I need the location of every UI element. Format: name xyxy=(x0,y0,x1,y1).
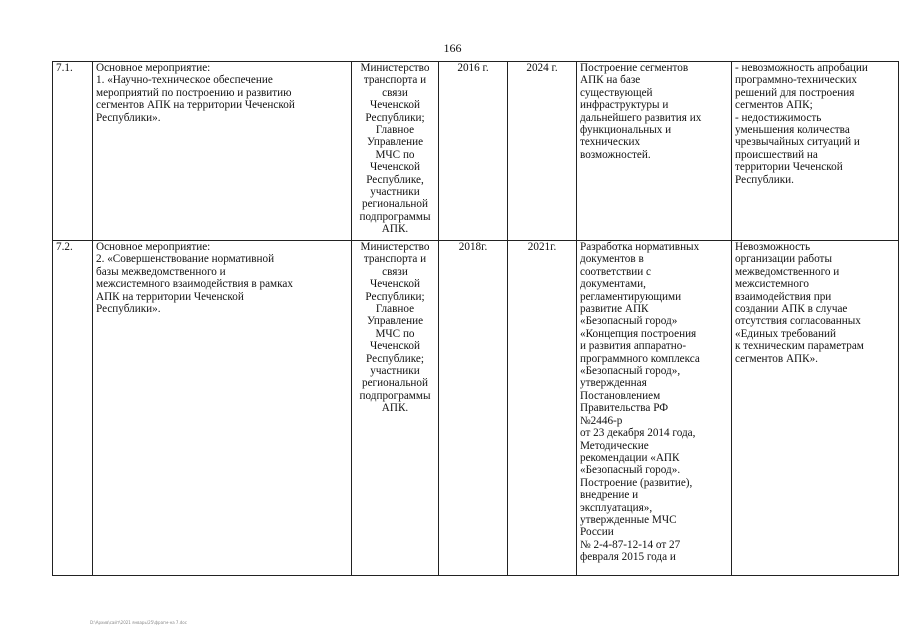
result-cell xyxy=(577,241,732,576)
risk-line: - недостижимость xyxy=(735,111,822,124)
result-line: Правительства РФ xyxy=(580,402,669,415)
event-line: Основное мероприятие: xyxy=(96,62,211,74)
event-line: Основное мероприятие: xyxy=(96,241,211,253)
result-line: инфраструктуры и xyxy=(580,99,669,112)
responsible-line: МЧС по xyxy=(375,327,415,340)
responsible-cell xyxy=(352,241,439,576)
result-line: «Безопасный город», xyxy=(580,365,681,378)
event-line: Республики». xyxy=(96,303,161,316)
responsible-line: Чеченской xyxy=(370,99,420,112)
event-line: базы межведомственного и xyxy=(96,265,226,278)
responsible-line: подпрограммы xyxy=(359,389,431,402)
result-line: программного комплекса xyxy=(580,352,700,365)
event-line: межсистемного взаимодействия в рамках xyxy=(96,278,293,291)
risk-line: чрезвычайных ситуаций и xyxy=(735,136,860,149)
responsible-line: Чеченской xyxy=(370,278,420,291)
responsible-line: Чеченской xyxy=(370,340,420,353)
risk-cell xyxy=(732,62,899,241)
risk-line: Невозможность xyxy=(735,241,811,253)
risk-line: сегментов АПК». xyxy=(735,352,818,365)
responsible-line: Главное xyxy=(375,124,415,137)
responsible-line: Чеченской xyxy=(370,161,420,174)
risk-line: к техническим параметрам xyxy=(735,340,864,353)
result-line: «Концепция построения xyxy=(580,327,697,340)
result-line: функциональных и xyxy=(580,124,672,137)
result-line: №2446-р xyxy=(580,414,623,427)
risk-line: взаимодействия при xyxy=(735,290,832,303)
result-line: Построение (развитие), xyxy=(580,476,693,489)
risk-line: межведомственного и xyxy=(735,265,840,278)
end-year: 2024 г. xyxy=(508,62,577,241)
responsible-cell xyxy=(352,62,439,241)
responsible-line: Главное xyxy=(375,303,415,316)
result-cell xyxy=(577,62,732,241)
event-line: Республики». xyxy=(96,111,161,124)
file-path-footer: D:\Архив\сайт\2021 январь\25\фрагм-на 7.doc xyxy=(90,620,187,625)
table-row xyxy=(53,62,899,241)
row-number: 7.1. xyxy=(53,62,93,241)
risk-line: сегментов АПК; xyxy=(735,99,813,112)
row-number: 7.2. xyxy=(53,241,93,576)
result-line: Построение сегментов xyxy=(580,62,689,74)
responsible-line: транспорта и xyxy=(363,253,427,266)
result-line: рекомендации «АПК xyxy=(580,451,680,464)
responsible-line: транспорта и xyxy=(363,74,427,87)
result-line: регламентирующими xyxy=(580,290,682,303)
risk-line: организации работы xyxy=(735,253,832,266)
result-line: эксплуатация», xyxy=(580,501,653,514)
event-cell xyxy=(93,241,352,576)
responsible-line: связи xyxy=(382,86,408,99)
responsible-line: Министерство xyxy=(360,62,430,74)
page-number: 166 xyxy=(443,41,462,55)
result-line: внедрение и xyxy=(580,489,639,502)
responsible-line: региональной xyxy=(361,377,429,390)
result-line: Разработка нормативных xyxy=(580,241,700,253)
result-line: документами, xyxy=(580,278,646,291)
risk-line: межсистемного xyxy=(735,278,809,291)
result-line: возможностей. xyxy=(580,148,651,161)
result-line: АПК на базе xyxy=(580,74,641,87)
event-line: мероприятий по построению и развитию xyxy=(96,86,292,99)
result-line: существующей xyxy=(580,86,653,99)
event-line: АПК на территории Чеченской xyxy=(96,290,244,303)
responsible-line: АПК. xyxy=(381,402,409,415)
result-line: утвержденные МЧС xyxy=(580,513,677,526)
responsible-line: участники xyxy=(370,186,420,199)
result-line: документов в xyxy=(580,253,644,266)
table-row xyxy=(53,241,899,576)
event-line: сегментов АПК на территории Чеченской xyxy=(96,99,295,112)
risk-cell xyxy=(732,241,899,576)
responsible-line: Республике; xyxy=(366,352,424,365)
result-line: «Безопасный город». xyxy=(580,464,681,477)
result-line: от 23 декабря 2014 года, xyxy=(580,427,696,440)
responsible-line: связи xyxy=(382,265,408,278)
result-line: технических xyxy=(580,136,641,149)
responsible-line: Министерство xyxy=(360,241,430,253)
risk-line: программно-технических xyxy=(735,74,857,87)
responsible-line: региональной xyxy=(361,198,429,211)
result-line: развитие АПК xyxy=(580,303,649,316)
responsible-line: АПК. xyxy=(381,223,409,236)
risk-line: происшествий на xyxy=(735,148,818,161)
event-cell xyxy=(93,62,352,241)
result-line: утвержденная xyxy=(580,377,647,390)
risk-line: «Единых требований xyxy=(735,327,836,340)
responsible-line: Управление xyxy=(366,136,424,149)
risk-line: Республики. xyxy=(735,173,794,186)
responsible-line: МЧС по xyxy=(375,148,415,161)
result-line: «Безопасный город» xyxy=(580,315,678,328)
risk-line: решений для построения xyxy=(735,86,855,99)
start-year: 2018г. xyxy=(439,241,508,576)
risk-line: - невозможность апробации xyxy=(735,62,868,74)
program-table xyxy=(52,61,899,576)
risk-line: уменьшения количества xyxy=(735,124,850,137)
responsible-line: участники xyxy=(370,365,420,378)
result-line: и развития аппаратно- xyxy=(580,340,687,353)
responsible-line: Республики; xyxy=(365,111,425,124)
result-line: Постановлением xyxy=(580,389,661,402)
result-line: России xyxy=(580,526,614,539)
result-line: Методические xyxy=(580,439,649,452)
result-line: дальнейшего развития их xyxy=(580,111,702,124)
result-line: февраля 2015 года и xyxy=(580,551,676,564)
event-line: 2. «Совершенствование нормативной xyxy=(96,253,275,266)
result-line: соответствии с xyxy=(580,265,651,278)
start-year: 2016 г. xyxy=(439,62,508,241)
result-line: № 2-4-87-12-14 от 27 xyxy=(580,538,681,551)
responsible-line: Республике, xyxy=(366,173,424,186)
end-year: 2021г. xyxy=(508,241,577,576)
risk-line: создании АПК в случае xyxy=(735,303,848,316)
responsible-line: Управление xyxy=(366,315,424,328)
responsible-line: подпрограммы xyxy=(359,210,431,223)
event-line: 1. «Научно-техническое обеспечение xyxy=(96,74,273,87)
risk-line: отсутствия согласованных xyxy=(735,315,861,328)
responsible-line: Республики; xyxy=(365,290,425,303)
risk-line: территории Чеченской xyxy=(735,161,843,174)
